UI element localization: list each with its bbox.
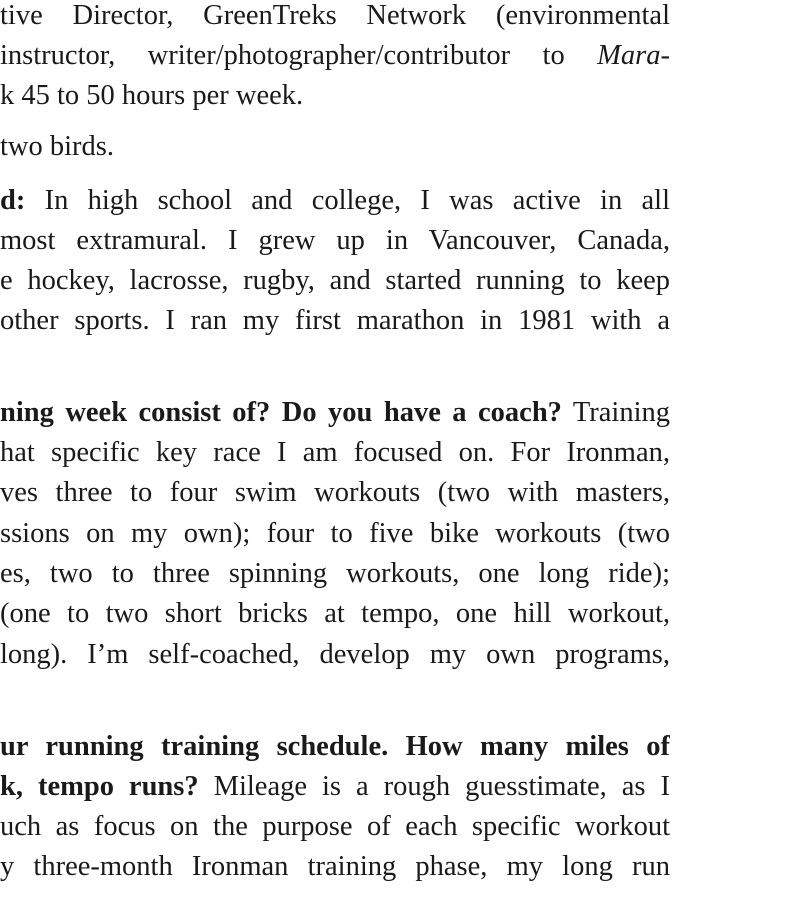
text-line	[0, 727, 670, 767]
text-run: In high school and college, I was active in all	[25, 185, 670, 216]
text-run: long). I’m self-coached, develop my own programs,	[0, 639, 670, 670]
text-line	[0, 36, 670, 76]
text-line	[0, 594, 670, 634]
text-run: k 45 to 50 hours per week.	[0, 80, 304, 111]
text-run: ssions on my own); four to five bike workouts (two	[0, 518, 670, 549]
text-run: instructor, writer/photographer/contributor to	[0, 40, 598, 71]
bold-run: ning week consist of? Do you have a coach?	[0, 397, 562, 428]
text-line	[0, 807, 670, 847]
text-run: ves three to four swim workouts (two with masters,	[0, 477, 670, 508]
text-run: most extramural. I grew up in Vancouver, Canada,	[0, 225, 670, 256]
text-run: Mileage is a rough guesstimate, as I	[198, 771, 670, 802]
bold-run: ur running training schedule. How many miles of	[0, 731, 670, 762]
text-line	[0, 554, 670, 594]
italic-run: Mara-	[597, 40, 670, 71]
text-line	[0, 181, 670, 221]
text-line	[0, 221, 670, 261]
text-line	[0, 473, 670, 513]
text-run: (one to two short bricks at tempo, one hill workout,	[0, 598, 670, 629]
text-line	[0, 301, 670, 341]
bold-run: d:	[0, 185, 26, 216]
text-line	[0, 261, 670, 301]
text-line	[0, 127, 670, 167]
text-line	[0, 635, 670, 675]
text-run: hat specific key race I am focused on. For Ironman,	[0, 437, 670, 468]
text-line	[0, 767, 670, 807]
text-run: y three-month Ironman training phase, my long run	[0, 851, 670, 882]
text-run: Training	[561, 397, 670, 428]
bold-run: k, tempo runs?	[0, 771, 199, 802]
text-run: tive Director, GreenTreks Network (environmental	[0, 0, 670, 31]
text-run: other sports. I ran my first marathon in 1981 with a	[0, 305, 670, 336]
text-line	[0, 514, 670, 554]
text-run: e hockey, lacrosse, rugby, and started running to keep	[0, 265, 670, 296]
text-line	[0, 847, 670, 887]
text-line	[0, 433, 670, 473]
text-line	[0, 393, 670, 433]
text-line	[0, 0, 670, 36]
text-run: es, two to three spinning workouts, one long ride);	[0, 558, 670, 589]
text-line	[0, 76, 670, 116]
text-run: two birds.	[0, 131, 114, 162]
text-run: uch as focus on the purpose of each specific workout	[0, 811, 670, 842]
